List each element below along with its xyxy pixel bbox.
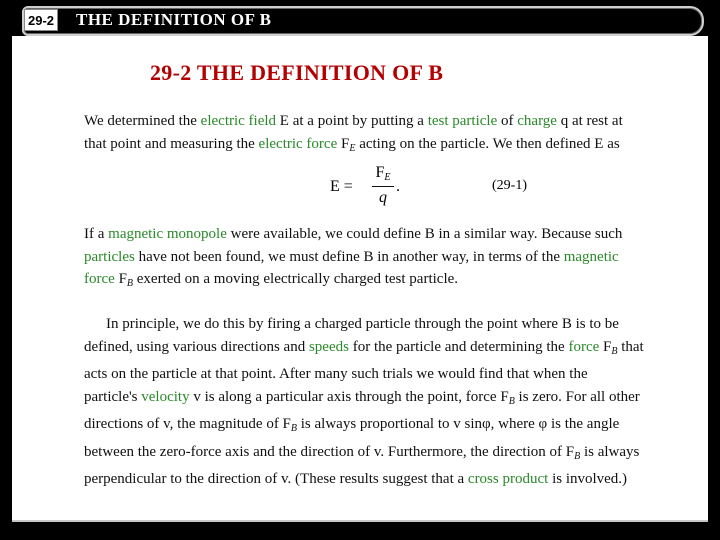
p3-text: is zero. For all other directions of v, the magnitude of F [84,388,640,432]
p2-text: If a [84,226,109,242]
subscript: E [349,142,356,154]
equation-period: . [396,178,400,195]
p1-text: We determined the [84,113,201,129]
numerator-text: F [375,164,385,181]
term-charge: charge [517,113,557,129]
p3-text: F [599,338,612,355]
fraction-denominator: q [379,189,387,206]
paragraph-2 [84,223,644,296]
subscript: B [574,450,581,462]
p1-text: F [337,135,350,152]
fraction-numerator [372,164,394,184]
p2-text: have not been found, we must define B in another way, in terms of the [134,248,564,265]
p3-text: is involved.) [548,471,628,487]
equation-29-1 [330,162,630,218]
subscript: B [126,278,134,289]
p1-text: of [497,113,518,129]
paragraph-3 [84,313,644,491]
term-speeds: speeds [308,338,349,355]
numerator-subscript: E [384,172,391,183]
term-cross-product: cross product [467,471,549,487]
subscript: B [290,423,298,434]
bottom-edge [12,520,708,522]
p3-text: that acts on the particle at that point. After many such trials we would find that when the particle's [84,338,644,405]
p3-text: In principle, we do this by firing a charged particle through the point where B is to be defined, using various directions and [84,316,619,355]
p3-text: is always proportional to v sinφ, where φ is the angle between the zero-force axis and the direction of v. Furthermore, the direction of F [84,416,620,460]
p1-text: q at rest at that point and measuring the [84,113,623,152]
p2-text: exerted on a moving electrically charged test particle. [133,271,459,287]
p2-text: F [114,271,127,287]
p2-text: were available, we could define B in a similar way. Because such [226,226,623,242]
equation-lhs: E = [330,178,353,195]
subscript: B [508,395,515,407]
section-number-badge: 29-2 [24,9,58,31]
p1-text: acting on the particle. We then defined E as [355,135,620,152]
paragraph-1 [84,110,644,160]
term-magnetic-monopole: magnetic monopole [108,226,227,242]
fraction-bar [372,186,394,187]
term-velocity: velocity [141,388,190,405]
p3-text: for the particle and determining the [348,338,569,355]
document-title: 29-2 THE DEFINITION OF B [150,60,444,85]
term-force: force [568,338,600,355]
p3-text: v is along a particular axis through the point, force F [189,388,509,405]
p1-text: E at a point by putting a [276,113,428,129]
header-title: THE DEFINITION OF B [76,10,272,29]
term-particles: particles [84,248,135,265]
equation-number: (29-1) [492,178,527,193]
term-electric-field: electric field [200,113,277,129]
subscript: B [611,345,618,357]
p3-text: is always perpendicular to the direction of v. (These results suggest that a [84,443,640,487]
term-test-particle: test particle [427,113,498,129]
equation-fraction [372,164,394,207]
term-magnetic-force: magnetic force [84,248,619,287]
term-electric-force: electric force [258,135,338,152]
